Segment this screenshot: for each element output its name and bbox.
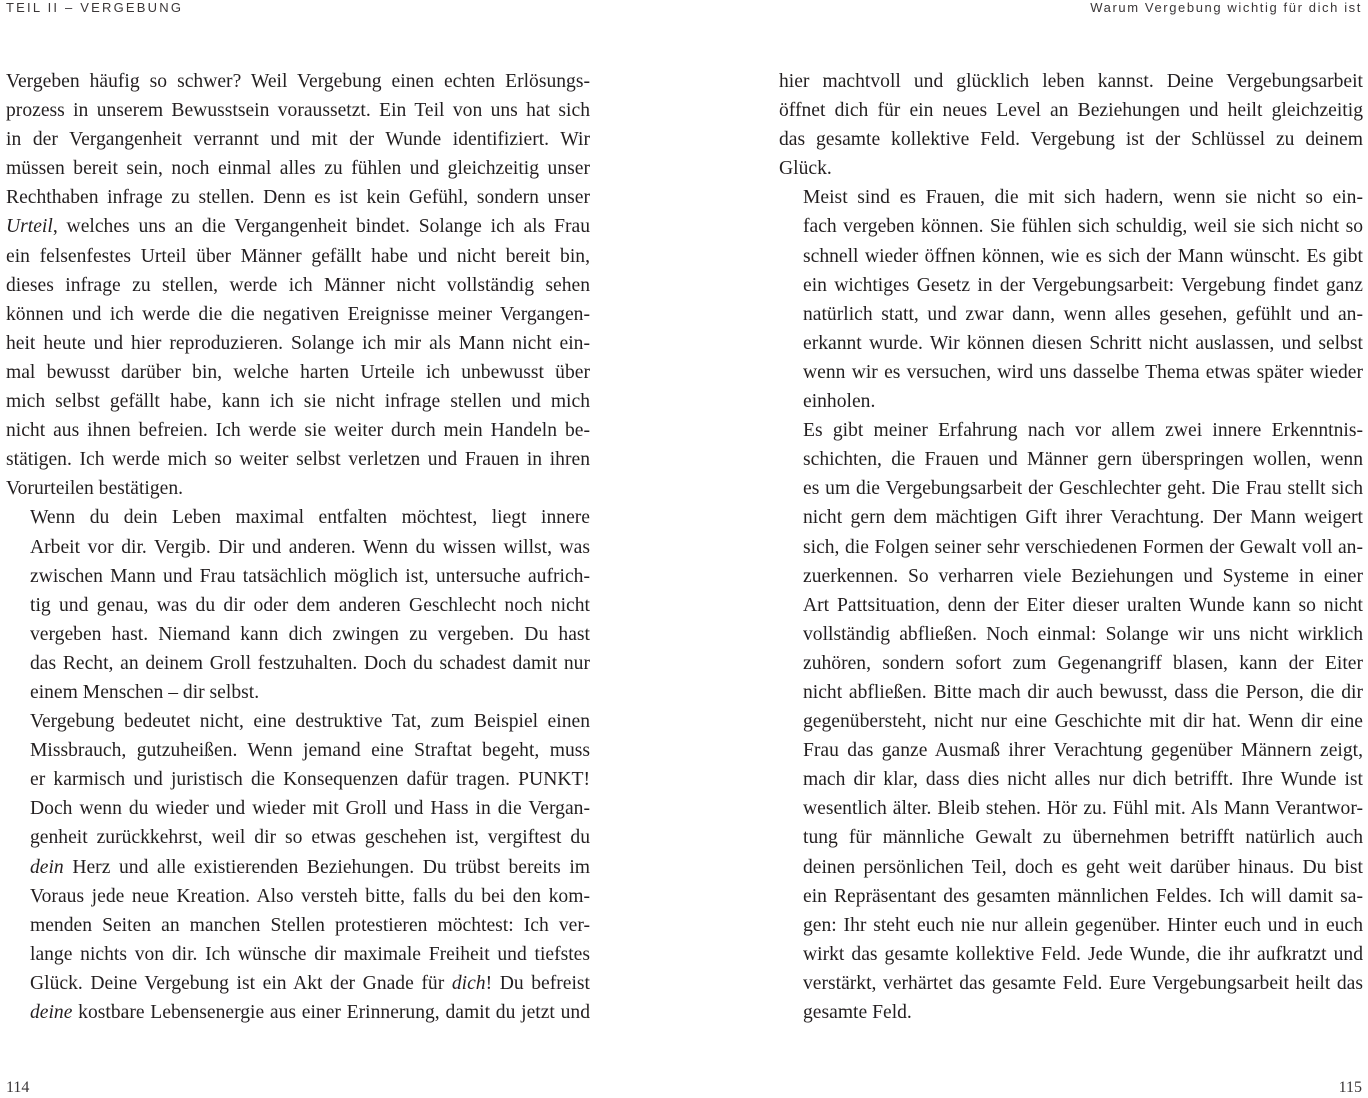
text-line bbox=[779, 620, 1363, 649]
text-line bbox=[6, 271, 590, 300]
text-run: mach dir klar, dass dies nicht alles nur dich betrifft. Ihre Wunde ist bbox=[803, 769, 1363, 791]
page-number-left: 114 bbox=[6, 1079, 30, 1096]
text-run: wirkt das gesamte kollektive Feld. Jede Wunde, die ihr aufkratzt und bbox=[803, 943, 1363, 965]
text-run: Meist sind es Frauen, die mit sich hadern, wenn sie nicht so ein- bbox=[803, 187, 1363, 209]
text-run: das gesamte kollektive Feld. Vergebung ist der Schlüssel zu deinem bbox=[779, 129, 1363, 151]
emphasis-text: dich bbox=[451, 972, 486, 994]
text-line bbox=[6, 794, 590, 823]
emphasis-text: dein bbox=[30, 856, 64, 878]
text-run: Glück. bbox=[779, 158, 832, 180]
text-run: genheit zurückkehrst, weil dir so etwas geschehen ist, vergiftest du bbox=[30, 827, 590, 849]
text-line bbox=[779, 823, 1363, 852]
text-line bbox=[779, 183, 1363, 212]
text-line bbox=[6, 445, 590, 474]
text-line bbox=[779, 853, 1363, 882]
emphasis-text: deine bbox=[30, 1002, 73, 1023]
text-run: müssen bereit sein, noch einmal alles zu fühlen und gleichzeitig unser bbox=[6, 158, 590, 180]
text-run: Es gibt meiner Erfahrung nach vor allem zwei innere Erkenntnis- bbox=[803, 420, 1363, 442]
text-run: natürlich statt, und zwar dann, wenn alles gesehen, gefühlt und an- bbox=[803, 303, 1363, 325]
text-run: ein wichtiges Gesetz in der Vergebungsarbeit: Vergebung findet ganz bbox=[803, 274, 1363, 296]
text-line bbox=[6, 678, 590, 707]
running-header-right: Warum Vergebung wichtig für dich ist bbox=[1090, 0, 1362, 15]
text-run: Vorurteilen bestätigen. bbox=[6, 478, 184, 500]
text-line bbox=[6, 358, 590, 387]
text-line bbox=[779, 300, 1363, 329]
text-line bbox=[6, 154, 590, 183]
right-page-body bbox=[779, 67, 1363, 1027]
text-run: nicht abfließen. Bitte mach dir auch bewusst, dass die Person, die dir bbox=[803, 681, 1363, 703]
text-run: es um die Vergebungsarbeit der Geschlechter geht. Die Frau stellt sich bbox=[803, 478, 1363, 500]
text-line bbox=[6, 416, 590, 445]
text-run: stätigen. Ich werde mich so weiter selbst verletzen und Frauen in ihren bbox=[6, 449, 590, 471]
text-line bbox=[6, 183, 590, 212]
text-line bbox=[779, 940, 1363, 969]
text-run: gesamte Feld. bbox=[803, 1002, 912, 1023]
text-line bbox=[779, 154, 1363, 183]
text-run: kostbare Lebensenergie aus einer Erinnerung, damit du jetzt und bbox=[72, 1002, 590, 1023]
text-line bbox=[6, 765, 590, 794]
text-line bbox=[6, 125, 590, 154]
text-run: tung für männliche Gewalt zu übernehmen betrifft natürlich auch bbox=[803, 827, 1363, 849]
text-line bbox=[779, 765, 1363, 794]
text-line bbox=[6, 533, 590, 562]
text-line bbox=[779, 998, 1363, 1027]
text-run: Arbeit vor dir. Vergib. Dir und anderen. Wenn du wissen willst, was bbox=[30, 536, 590, 558]
text-line bbox=[779, 96, 1363, 125]
text-line bbox=[6, 823, 590, 852]
text-line bbox=[6, 736, 590, 765]
text-run: zuhören, sondern sofort zum Gegenangriff blasen, kann der Eiter bbox=[803, 652, 1363, 674]
text-run: können und ich werde die die negativen Ereignisse meiner Vergangen- bbox=[6, 303, 590, 325]
text-line bbox=[6, 212, 590, 241]
text-run: mich selbst gefällt habe, kann ich sie nicht infrage stellen und mich bbox=[6, 391, 590, 413]
text-line bbox=[6, 620, 590, 649]
text-run: mal bewusst darüber bin, welche harten Urteile ich unbewusst über bbox=[6, 361, 590, 383]
text-line bbox=[6, 591, 590, 620]
text-line bbox=[779, 474, 1363, 503]
text-line bbox=[779, 562, 1363, 591]
text-line bbox=[779, 242, 1363, 271]
text-run: menden Seiten an manchen Stellen protestieren möchtest: Ich ver- bbox=[30, 914, 590, 936]
text-run: prozess in unserem Bewusstsein voraussetzt. Ein Teil von uns hat sich bbox=[6, 100, 590, 122]
text-run: schnell wieder öffnen können, wie es sich der Mann wünscht. Es gibt bbox=[803, 245, 1363, 267]
running-header-left: TEIL II – VERGEBUNG bbox=[6, 0, 184, 15]
text-run: Voraus jede neue Kreation. Also versteh bitte, falls du bei den kom- bbox=[30, 885, 590, 907]
text-run: gegenübersteht, nicht nur eine Geschichte mit dir hat. Wenn dir eine bbox=[803, 711, 1363, 733]
text-run: heit heute und hier reproduzieren. Solange ich mir als Mann nicht ein- bbox=[6, 332, 590, 354]
text-line bbox=[779, 707, 1363, 736]
text-run: schichten, die Frauen und Männer gern überspringen wollen, wenn bbox=[803, 449, 1363, 471]
text-run: lange nichts von dir. Ich wünsche dir maximale Freiheit und tiefstes bbox=[30, 943, 590, 965]
text-line bbox=[779, 533, 1363, 562]
text-line bbox=[779, 911, 1363, 940]
text-line bbox=[779, 649, 1363, 678]
text-line bbox=[779, 125, 1363, 154]
text-run: hier machtvoll und glücklich leben kannst. Deine Vergebungsarbeit bbox=[779, 71, 1363, 92]
text-run: Doch wenn du wieder und wieder mit Groll und Hass in die Vergan- bbox=[30, 798, 590, 820]
paragraph bbox=[779, 416, 1363, 1027]
text-line bbox=[6, 387, 590, 416]
text-run: gen: Ihr steht euch nie nur allein gegenüber. Hinter euch und in euch bbox=[803, 914, 1363, 936]
text-run: ein Repräsentant des gesamten männlichen Feldes. Ich will damit sa- bbox=[803, 885, 1363, 907]
text-run: öffnet dich für ein neues Level an Beziehungen und heilt gleichzeitig bbox=[779, 100, 1363, 122]
text-run: Frau das ganze Ausmaß ihrer Verachtung gegenüber Männern zeigt, bbox=[803, 740, 1363, 762]
text-run: zwischen Mann und Frau tatsächlich möglich ist, untersuche aufrich- bbox=[30, 565, 590, 587]
text-line bbox=[779, 329, 1363, 358]
text-run: nicht gern dem mächtigen Gift ihrer Verachtung. Der Mann weigert bbox=[803, 507, 1363, 529]
text-line bbox=[779, 882, 1363, 911]
text-line bbox=[6, 67, 590, 96]
text-line bbox=[6, 853, 590, 882]
text-line bbox=[779, 212, 1363, 241]
text-run: Herz und alle existierenden Beziehungen. Du trübst bereits im bbox=[63, 856, 590, 878]
text-line bbox=[6, 707, 590, 736]
text-run: , welches uns an die Vergangenheit bindet. Solange ich als Frau bbox=[52, 216, 590, 238]
text-run: Missbrauch, gutzuheißen. Wenn jemand eine Straftat begeht, muss bbox=[30, 740, 590, 762]
text-run: tig und genau, was du dir oder dem anderen Geschlecht noch nicht bbox=[30, 594, 590, 616]
text-line bbox=[779, 271, 1363, 300]
text-run: er karmisch und juristisch die Konsequenzen dafür tragen. PUNKT! bbox=[30, 769, 590, 791]
text-line bbox=[779, 591, 1363, 620]
text-line bbox=[779, 67, 1363, 96]
text-run: Rechthaben infrage zu stellen. Denn es ist kein Gefühl, sondern unser bbox=[6, 187, 590, 209]
text-run: wenn wir es versuchen, wird uns dasselbe Thema etwas später wieder bbox=[803, 361, 1363, 383]
text-line bbox=[779, 678, 1363, 707]
paragraph bbox=[6, 503, 590, 707]
text-run: Vergebung bedeutet nicht, eine destruktive Tat, zum Beispiel einen bbox=[30, 711, 590, 733]
text-run: Glück. Deine Vergebung ist ein Akt der Gnade für bbox=[30, 972, 452, 994]
text-line bbox=[6, 300, 590, 329]
text-line bbox=[6, 649, 590, 678]
text-line bbox=[779, 387, 1363, 416]
text-run: erkannt wurde. Wir können diesen Schritt nicht auslassen, und selbst bbox=[803, 332, 1363, 354]
text-run: verstärkt, verhärtet das gesamte Feld. Eure Vergebungsarbeit heilt das bbox=[803, 972, 1363, 994]
text-line bbox=[779, 358, 1363, 387]
left-page-body bbox=[6, 67, 590, 1027]
text-run: das Recht, an deinem Groll festzuhalten. Doch du schadest damit nur bbox=[30, 652, 590, 674]
paragraph bbox=[6, 67, 590, 503]
text-line bbox=[779, 969, 1363, 998]
text-run: einem Menschen – dir selbst. bbox=[30, 681, 260, 703]
text-line bbox=[6, 562, 590, 591]
text-line bbox=[6, 969, 590, 998]
text-run: zuerkennen. So verharren viele Beziehungen und Systeme in einer bbox=[803, 565, 1363, 587]
text-run: einholen. bbox=[803, 391, 876, 413]
text-run: Wenn du dein Leben maximal entfalten möchtest, liegt innere bbox=[30, 507, 590, 529]
text-line bbox=[779, 503, 1363, 532]
text-run: deinen persönlichen Teil, doch es geht weit darüber hinaus. Du bist bbox=[803, 856, 1363, 878]
text-line bbox=[779, 794, 1363, 823]
text-line bbox=[779, 736, 1363, 765]
text-run: in der Vergangenheit verrannt und mit der Wunde identifiziert. Wir bbox=[6, 129, 590, 151]
page-number-right: 115 bbox=[1338, 1079, 1362, 1096]
paragraph bbox=[779, 67, 1363, 183]
text-run: Vergeben häufig so schwer? Weil Vergebung einen echten Erlösungs- bbox=[6, 71, 590, 92]
text-run: nicht aus ihnen befreien. Ich werde sie weiter durch mein Handeln be- bbox=[6, 420, 590, 442]
paragraph bbox=[779, 183, 1363, 416]
text-run: ein felsenfestes Urteil über Männer gefällt habe und nicht bereit bin, bbox=[6, 245, 590, 267]
paragraph bbox=[6, 707, 590, 1027]
text-line bbox=[6, 911, 590, 940]
text-line bbox=[779, 445, 1363, 474]
text-run: vergeben hast. Niemand kann dich zwingen zu vergeben. Du hast bbox=[30, 623, 590, 645]
text-line bbox=[779, 416, 1363, 445]
text-run: wesentlich älter. Bleib stehen. Hör zu. Fühl mit. Als Mann Verantwor- bbox=[803, 798, 1363, 820]
text-run: ! Du befreist bbox=[485, 972, 590, 994]
text-run: dieses infrage zu stellen, werde ich Männer nicht vollständig sehen bbox=[6, 274, 590, 296]
text-line bbox=[6, 940, 590, 969]
text-run: Art Pattsituation, denn der Eiter dieser uralten Wunde kann so nicht bbox=[803, 594, 1363, 616]
emphasis-text: Urteil bbox=[6, 216, 53, 238]
text-line bbox=[6, 329, 590, 358]
text-run: fach vergeben können. Sie fühlen sich schuldig, weil sie sich nicht so bbox=[803, 216, 1363, 238]
text-line bbox=[6, 474, 590, 503]
text-line bbox=[6, 882, 590, 911]
text-line bbox=[6, 998, 590, 1027]
text-run: sich, die Folgen seiner sehr verschiedenen Formen der Gewalt voll an- bbox=[803, 536, 1363, 558]
text-run: vollständig abfließen. Noch einmal: Solange wir uns nicht wirklich bbox=[803, 623, 1363, 645]
text-line bbox=[6, 242, 590, 271]
text-line bbox=[6, 96, 590, 125]
text-line bbox=[6, 503, 590, 532]
